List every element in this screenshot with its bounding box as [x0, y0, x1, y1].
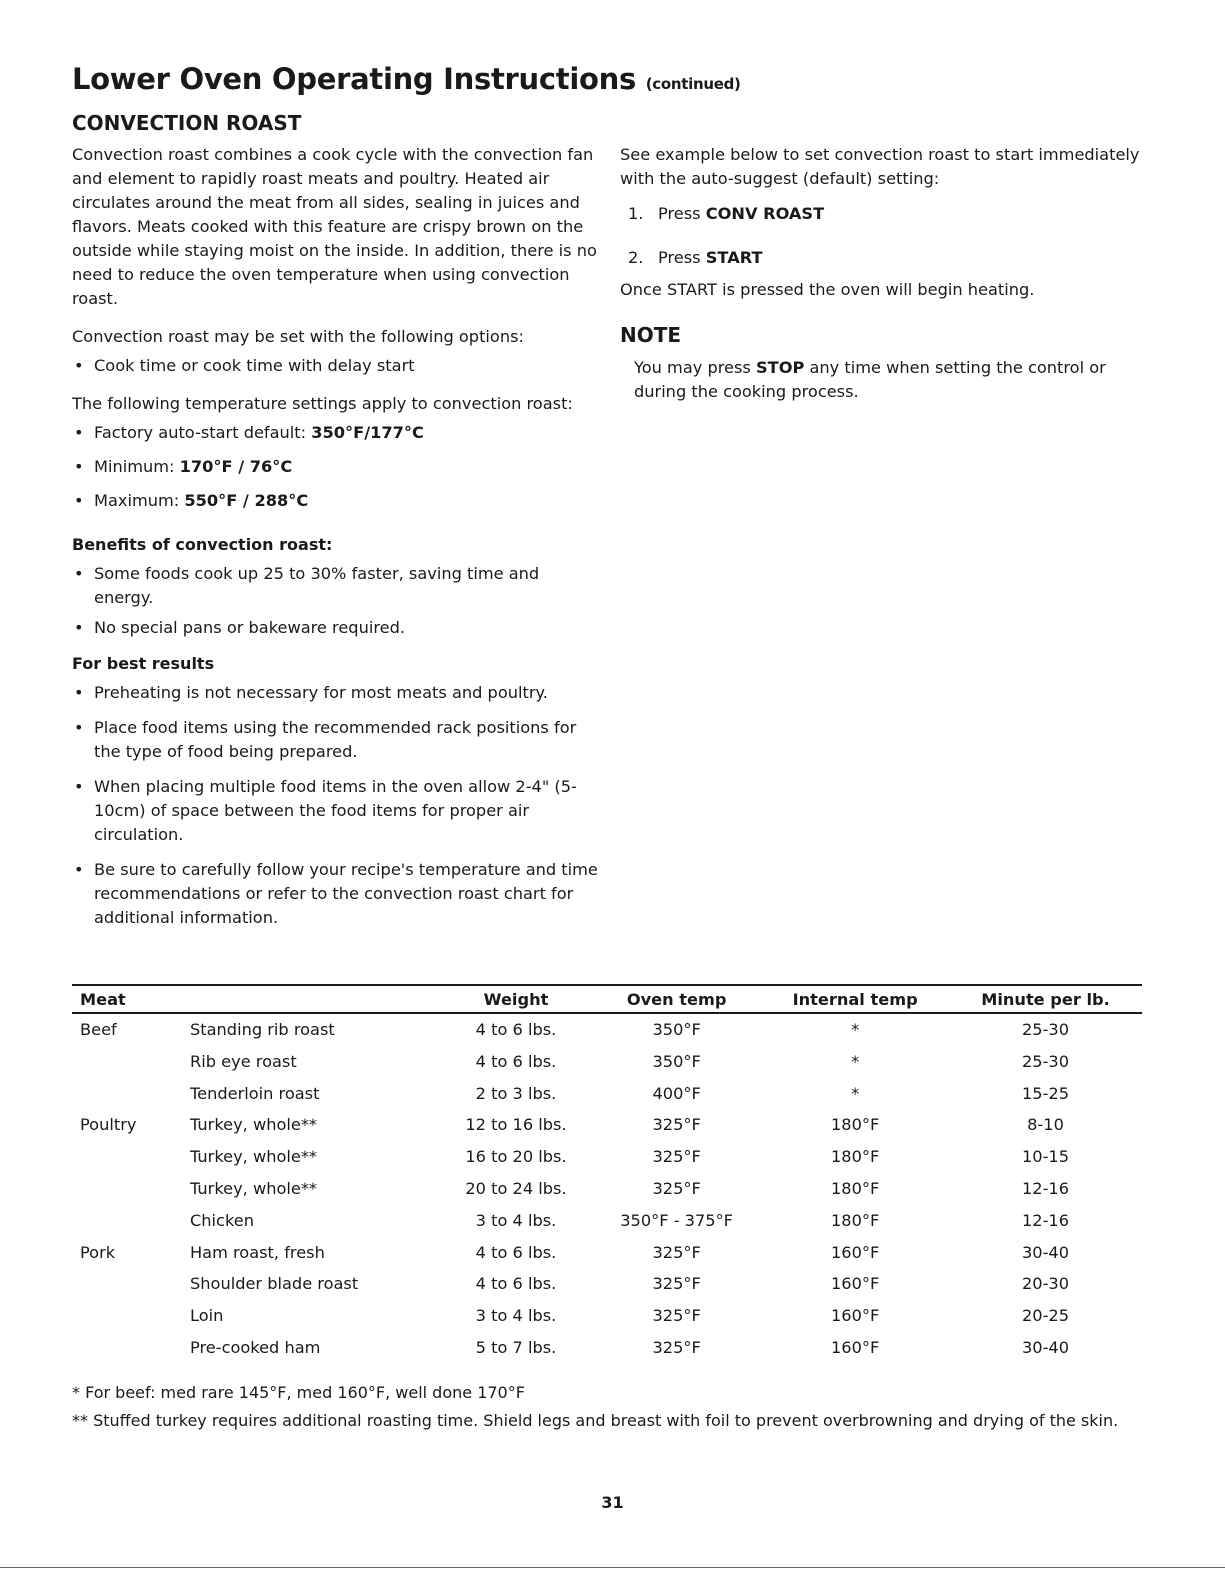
- list-item-text: Cook time or cook time with delay start: [94, 356, 415, 375]
- table-cell-cut: Chicken: [190, 1210, 254, 1230]
- list-item: [72, 681, 600, 705]
- list-item: [72, 858, 600, 930]
- table-cell-meat: [72, 1304, 188, 1336]
- table-cell-oven-temp: 325°F: [652, 1178, 701, 1198]
- table-row: [72, 1082, 1142, 1114]
- bullet-icon: •: [74, 683, 84, 702]
- table-cell-oven-temp: 325°F: [652, 1115, 701, 1135]
- table-row: [72, 1013, 1142, 1050]
- table-row: [72, 1336, 1142, 1368]
- table-cell-weight: 4 to 6 lbs.: [475, 1274, 557, 1294]
- header-weight: Weight: [440, 985, 592, 1013]
- table-cell-cut: Rib eye roast: [190, 1051, 297, 1071]
- table-cell-meat: Beef: [80, 1020, 117, 1039]
- table-cell-internal-temp: 180°F: [830, 1178, 880, 1198]
- bullet-icon: •: [74, 777, 84, 796]
- convection-roast-chart: [72, 984, 1142, 1368]
- steps-list: [620, 202, 1160, 270]
- table-cell-internal-temp: 160°F: [830, 1337, 880, 1357]
- table-cell-cut: Turkey, whole**: [190, 1178, 318, 1198]
- table-cell-weight: 4 to 6 lbs.: [475, 1051, 557, 1071]
- step-number: 1.: [628, 204, 644, 223]
- options-list: [72, 354, 600, 378]
- table-cell-cut: Loin: [190, 1306, 224, 1326]
- list-item: [72, 421, 600, 445]
- list-item: [72, 489, 600, 513]
- note-text: You may press: [634, 358, 757, 377]
- table-row: [72, 1272, 1142, 1304]
- bullet-icon: •: [74, 618, 84, 637]
- step-text: Press: [658, 248, 706, 267]
- list-item: [72, 616, 600, 640]
- table-cell-cut: Turkey, whole**: [190, 1147, 318, 1167]
- table-row: [72, 1145, 1142, 1177]
- table-cell-internal-temp: *: [851, 1020, 860, 1039]
- table-row: [72, 1209, 1142, 1241]
- list-item-text: Be sure to carefully follow your recipe's temperature and time recommendations or refer to the convection roast chart for additional information.: [94, 860, 598, 927]
- bullet-icon: •: [74, 718, 84, 737]
- table-cell-weight: 4 to 6 lbs.: [475, 1020, 557, 1039]
- intro-paragraph: Convection roast combines a cook cycle with the convection fan and element to rapidly roast meats and poultry. Heated air circulates around the meat from all sides, sealing in juices and flavors. Meats cooked with this feature are crispy brown on the outside while staying moist on the inside. In addition, there is no need to reduce the oven temperature when using convection roast.: [72, 145, 597, 308]
- temp-value: 170°F / 76°C: [179, 457, 293, 476]
- note-body: [620, 356, 1160, 404]
- bullet-icon: •: [74, 423, 84, 442]
- table-row: [72, 1113, 1142, 1145]
- table-cell-internal-temp: 180°F: [830, 1115, 880, 1135]
- list-item-text: No special pans or bakeware required.: [94, 618, 406, 637]
- header-meat: Meat: [72, 985, 440, 1013]
- table-cell-internal-temp: 160°F: [830, 1242, 880, 1262]
- table-cell-minutes: 25-30: [1021, 1051, 1070, 1071]
- header-minute-per-lb: Minute per lb.: [949, 985, 1142, 1013]
- step-number: 2.: [628, 248, 644, 267]
- table-cell-minutes: 12-16: [1021, 1178, 1070, 1198]
- list-item-text: Place food items using the recommended rack positions for the type of food being prepared.: [94, 718, 577, 761]
- note-key: STOP: [756, 358, 805, 377]
- step-key: START: [705, 248, 763, 267]
- table-cell-meat: [72, 1177, 188, 1209]
- table-cell-meat: [72, 1336, 188, 1368]
- table-cell-minutes: 8-10: [1027, 1115, 1064, 1135]
- bullet-icon: •: [74, 356, 84, 375]
- table-cell-cut: Turkey, whole**: [190, 1115, 318, 1135]
- table-cell-oven-temp: 325°F: [652, 1274, 701, 1294]
- list-item: [72, 455, 600, 479]
- step-item: [620, 246, 1160, 270]
- page-bottom-rule: [0, 1567, 1225, 1568]
- section-heading: CONVECTION ROAST: [72, 111, 302, 135]
- list-item: [72, 775, 600, 847]
- table-cell-minutes: 20-30: [1021, 1274, 1070, 1294]
- temp-label: Minimum:: [94, 457, 180, 476]
- table-cell-weight: 5 to 7 lbs.: [475, 1337, 557, 1357]
- table-cell-oven-temp: 350°F: [652, 1020, 701, 1039]
- bullet-icon: •: [74, 564, 84, 583]
- table-cell-minutes: 15-25: [1021, 1083, 1070, 1103]
- step-key: CONV ROAST: [705, 204, 825, 223]
- table-cell-internal-temp: *: [851, 1051, 860, 1071]
- page-number: 31: [601, 1493, 624, 1512]
- list-item-text: Preheating is not necessary for most meats and poultry.: [94, 683, 548, 702]
- note-text: any time when setting the control or during the cooking process.: [634, 358, 1106, 401]
- table-cell-minutes: 30-40: [1021, 1242, 1070, 1262]
- continued-label: (continued): [645, 75, 741, 93]
- table-cell-cut: Ham roast, fresh: [190, 1242, 325, 1262]
- list-item-text: Some foods cook up 25 to 30% faster, saving time and energy.: [94, 564, 540, 607]
- table-cell-internal-temp: *: [851, 1083, 860, 1103]
- step-text: Press: [658, 204, 706, 223]
- table-cell-weight: 12 to 16 lbs.: [465, 1115, 567, 1135]
- table-row: [72, 1177, 1142, 1209]
- table-cell-meat: [72, 1082, 188, 1114]
- table-cell-weight: 4 to 6 lbs.: [475, 1242, 557, 1262]
- note-heading: NOTE: [620, 323, 682, 347]
- table-cell-minutes: 20-25: [1021, 1306, 1070, 1326]
- list-item: [72, 354, 600, 378]
- table-cell-internal-temp: 160°F: [830, 1274, 880, 1294]
- table-cell-weight: 16 to 20 lbs.: [465, 1147, 567, 1167]
- bullet-icon: •: [74, 491, 84, 510]
- table-cell-weight: 3 to 4 lbs.: [475, 1306, 557, 1326]
- right-column: [620, 143, 1160, 404]
- table-cell-cut: Tenderloin roast: [190, 1083, 320, 1103]
- list-item-text: When placing multiple food items in the oven allow 2-4" (5-10cm) of space between the food items for proper air circulation.: [94, 777, 577, 844]
- table-cell-internal-temp: 180°F: [830, 1210, 880, 1230]
- header-oven-temp: Oven temp: [592, 985, 761, 1013]
- table-cell-oven-temp: 325°F: [652, 1147, 701, 1167]
- benefits-heading: Benefits of convection roast:: [72, 535, 333, 554]
- table-cell-minutes: 10-15: [1021, 1147, 1070, 1167]
- table-body: [72, 1013, 1142, 1368]
- table-row: [72, 1050, 1142, 1082]
- table-cell-weight: 2 to 3 lbs.: [475, 1083, 557, 1103]
- table-cell-oven-temp: 350°F: [652, 1051, 701, 1071]
- example-intro: See example below to set convection roast to start immediately with the auto-suggest (default) setting:: [620, 145, 1140, 188]
- table-cell-cut: Pre-cooked ham: [190, 1337, 321, 1357]
- page-title: [72, 62, 741, 96]
- table-cell-weight: 3 to 4 lbs.: [475, 1210, 557, 1230]
- left-column: [72, 143, 600, 930]
- table-cell-oven-temp: 325°F: [652, 1337, 701, 1357]
- best-results-list: [72, 681, 600, 930]
- temp-label: Maximum:: [94, 491, 185, 510]
- bullet-icon: •: [74, 860, 84, 879]
- table-cell-minutes: 12-16: [1021, 1210, 1070, 1230]
- after-start-text: Once START is pressed the oven will begin heating.: [620, 280, 1035, 299]
- footnote-beef: * For beef: med rare 145°F, med 160°F, well done 170°F: [72, 1383, 525, 1402]
- temp-value: 350°F/177°C: [311, 423, 424, 442]
- table-cell-oven-temp: 325°F: [652, 1306, 701, 1326]
- table-cell-internal-temp: 160°F: [830, 1306, 880, 1326]
- page-title-text: Lower Oven Operating Instructions: [72, 62, 636, 96]
- table-cell-internal-temp: 180°F: [830, 1147, 880, 1167]
- footnote-turkey: ** Stuffed turkey requires additional roasting time. Shield legs and breast with foil to prevent overbrowning and drying of the skin.: [72, 1411, 1119, 1430]
- list-item: [72, 562, 600, 610]
- table-row: [72, 1304, 1142, 1336]
- table-cell-meat: [72, 1145, 188, 1177]
- table-cell-meat: Pork: [80, 1242, 116, 1262]
- table-cell-weight: 20 to 24 lbs.: [465, 1178, 567, 1198]
- header-internal-temp: Internal temp: [761, 985, 949, 1013]
- table-cell-meat: [72, 1050, 188, 1082]
- table-cell-meat: Poultry: [80, 1115, 137, 1135]
- temps-list: [72, 421, 600, 513]
- benefits-list: [72, 562, 600, 640]
- table-cell-minutes: 30-40: [1021, 1337, 1070, 1357]
- table-cell-oven-temp: 400°F: [652, 1083, 701, 1103]
- temp-label: Factory auto-start default:: [94, 423, 312, 442]
- table-cell-meat: [72, 1209, 188, 1241]
- table-header-row: [72, 985, 1142, 1013]
- table-cell-minutes: 25-30: [1021, 1020, 1070, 1039]
- table-cell-cut: Shoulder blade roast: [190, 1274, 359, 1294]
- list-item: [72, 716, 600, 764]
- table-cell-meat: [72, 1272, 188, 1304]
- temp-value: 550°F / 288°C: [184, 491, 309, 510]
- table-row: [72, 1241, 1142, 1273]
- step-item: [620, 202, 1160, 226]
- table-cell-oven-temp: 325°F: [652, 1242, 701, 1262]
- best-results-heading: For best results: [72, 654, 215, 673]
- table-cell-oven-temp: 350°F - 375°F: [620, 1210, 733, 1230]
- table-cell-cut: Standing rib roast: [190, 1020, 335, 1039]
- temps-intro: The following temperature settings apply to convection roast:: [72, 394, 573, 413]
- options-intro: Convection roast may be set with the following options:: [72, 327, 524, 346]
- bullet-icon: •: [74, 457, 84, 476]
